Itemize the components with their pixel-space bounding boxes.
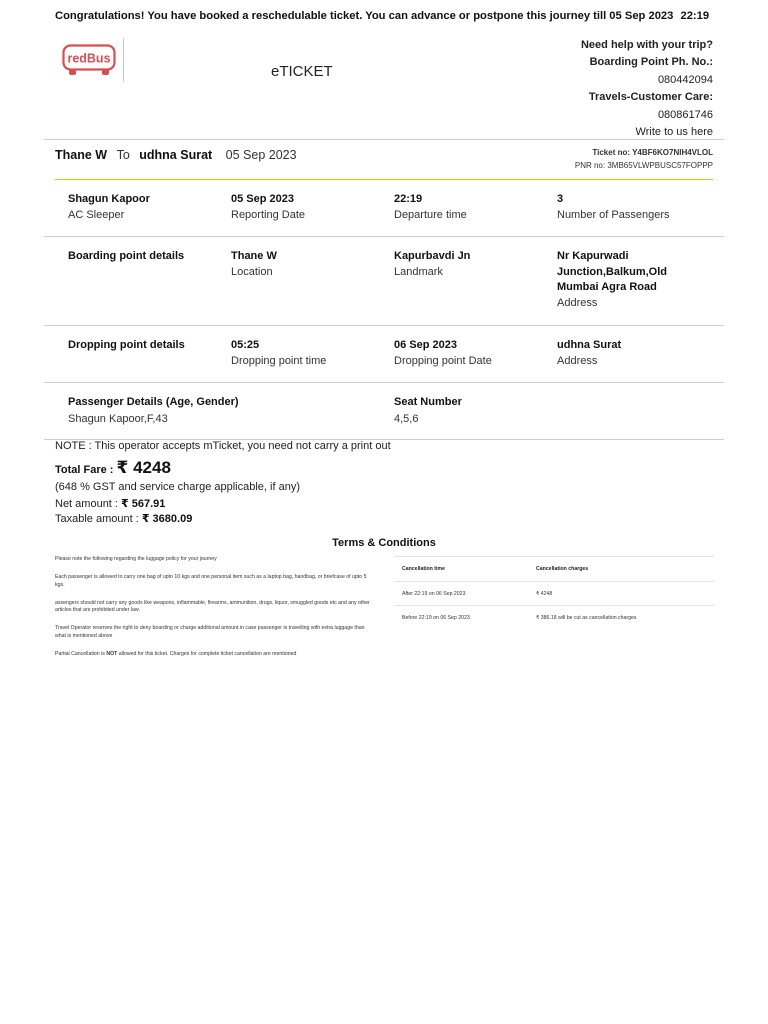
route-date: 05 Sep 2023 — [225, 148, 297, 162]
divider — [44, 236, 724, 237]
net-amount-label: Net amount : — [55, 498, 118, 510]
total-fare-label: Total Fare : — [55, 464, 114, 476]
col-cancellation-time: Cancellation time — [402, 566, 445, 572]
cancellation-header-row — [394, 556, 714, 581]
passenger-details: Shagun Kapoor,F,43 — [68, 412, 168, 425]
terms-item: Each passenger is allowed to carry one bag of upto 10 kgs and one personal item such as a laptop bag, handbag, or briefcase of upto 5 kgs. — [55, 573, 367, 588]
table-row — [394, 581, 714, 606]
logo-divider — [123, 38, 124, 82]
bus-type: AC Sleeper — [68, 208, 125, 221]
cancellation-table — [394, 556, 714, 630]
banner-message: Congratulations! You have booked a reschedulable ticket. You can advance or postpone this journey till 05 Sep 2023 — [55, 10, 674, 22]
reschedule-banner — [55, 10, 713, 22]
boarding-address-label: Address — [557, 296, 598, 309]
terms-item: assengers should not carry any goods like weapons, inflammable, firearms, ammunition, drugs, liquor, smuggled goods etc and any other articles that are prohibited under law. — [55, 599, 370, 614]
mticket-note: NOTE : This operator accepts mTicket, you need not carry a print out — [55, 440, 391, 452]
operator-name: Shagun Kapoor — [68, 193, 150, 205]
seat-numbers: 4,5,6 — [394, 412, 419, 425]
boarding-phone[interactable]: 080442094 — [657, 74, 713, 86]
divider — [44, 139, 724, 140]
passenger-count-label: Number of Passengers — [557, 208, 670, 221]
boarding-landmark-label: Landmark — [394, 265, 443, 278]
pnr-label: PNR no: — [574, 160, 606, 170]
document-title: eTICKET — [271, 63, 333, 80]
reporting-date-label: Reporting Date — [231, 208, 305, 221]
table-row — [394, 605, 714, 630]
help-heading: Need help with your trip? — [580, 39, 713, 51]
logo-wordmark: redBus — [67, 51, 111, 66]
departure-time-label: Departure time — [394, 208, 467, 221]
col-cancellation-charges: Cancellation charges — [536, 566, 589, 572]
dropping-time: 05:25 — [231, 339, 260, 351]
customer-care-phone[interactable]: 080861746 — [657, 109, 713, 121]
route-summary — [55, 148, 297, 162]
banner-time: 22:19 — [680, 10, 710, 22]
taxable-amount — [55, 512, 192, 525]
terms-list — [55, 556, 373, 669]
total-fare-amount: ₹ 4248 — [116, 458, 171, 477]
boarding-location-label: Location — [231, 265, 273, 278]
seat-number-title: Seat Number — [394, 396, 462, 408]
cancellation-charge: ₹ 386.18 will be cut as cancellation charges — [536, 615, 637, 621]
boarding-address-line: Nr Kapurwadi — [557, 250, 629, 262]
boarding-address-line: Junction,Balkum,Old — [557, 265, 668, 278]
customer-care-label: Travels-Customer Care: — [588, 90, 713, 103]
help-block — [473, 37, 713, 140]
route-to-word: To — [116, 148, 130, 162]
dropping-address: udhna Surat — [557, 339, 622, 351]
boarding-address-line: Mumbai Agra Road — [557, 281, 657, 293]
reporting-date: 05 Sep 2023 — [231, 193, 294, 205]
divider — [44, 325, 724, 326]
cancellation-charge: ₹ 4248 — [536, 590, 553, 597]
terms-item: Please note the following regarding the luggage policy for your journey — [55, 556, 217, 562]
net-amount — [55, 497, 165, 510]
taxable-amount-label: Taxable amount : — [55, 513, 139, 525]
passenger-details-title: Passenger Details (Age, Gender) — [68, 396, 239, 408]
dropping-date-label: Dropping point Date — [394, 354, 492, 367]
taxable-amount-value: ₹ 3680.09 — [141, 513, 193, 525]
ticket-no-label: Ticket no: — [592, 148, 631, 157]
partial-prefix: Partial Cancellation is — [55, 650, 105, 657]
departure-time: 22:19 — [394, 193, 423, 205]
terms-item-partial — [55, 651, 373, 659]
yellow-divider — [55, 179, 713, 180]
redbus-logo — [62, 44, 116, 77]
boarding-location: Thane W — [231, 250, 277, 262]
terms-title: Terms & Conditions — [332, 537, 436, 549]
partial-suffix: allowed for this ticket. Charges for complete ticket cancellation are mentioned — [118, 650, 297, 657]
write-to-us-link[interactable]: Write to us here — [635, 125, 713, 138]
bus-logo-icon — [62, 44, 116, 77]
gst-note: (648 % GST and service charge applicable, if any) — [55, 481, 300, 493]
route-to: udhna Surat — [139, 148, 213, 162]
passenger-count: 3 — [557, 193, 564, 205]
pnr-no: 3MB65VLWPBUSC57FOPPP — [607, 160, 713, 170]
dropping-date: 06 Sep 2023 — [394, 339, 457, 351]
divider — [44, 382, 724, 383]
ticket-no: Y4BF6KO7NIH4VLOL — [632, 148, 713, 157]
cancellation-time: Before 22:19 on 06 Sep 2023 — [402, 615, 470, 621]
boarding-title: Boarding point details — [68, 250, 185, 262]
boarding-phone-label: Boarding Point Ph. No.: — [589, 55, 713, 68]
boarding-landmark: Kapurbavdi Jn — [394, 250, 471, 262]
partial-strong: NOT — [106, 650, 118, 657]
cancellation-time: After 22:19 on 06 Sep 2023 — [402, 590, 466, 597]
dropping-time-label: Dropping point time — [231, 354, 327, 367]
total-fare — [55, 458, 171, 478]
dropping-address-label: Address — [557, 354, 598, 367]
terms-item: Travel Operator reserves the right to deny boarding or charge additional amount in case passenger is travelling with extra luggage than what is mentioned above — [55, 625, 365, 639]
ticket-numbers — [575, 147, 713, 172]
route-from: Thane W — [55, 148, 108, 162]
dropping-title: Dropping point details — [68, 339, 185, 351]
net-amount-value: ₹ 567.91 — [121, 498, 166, 510]
